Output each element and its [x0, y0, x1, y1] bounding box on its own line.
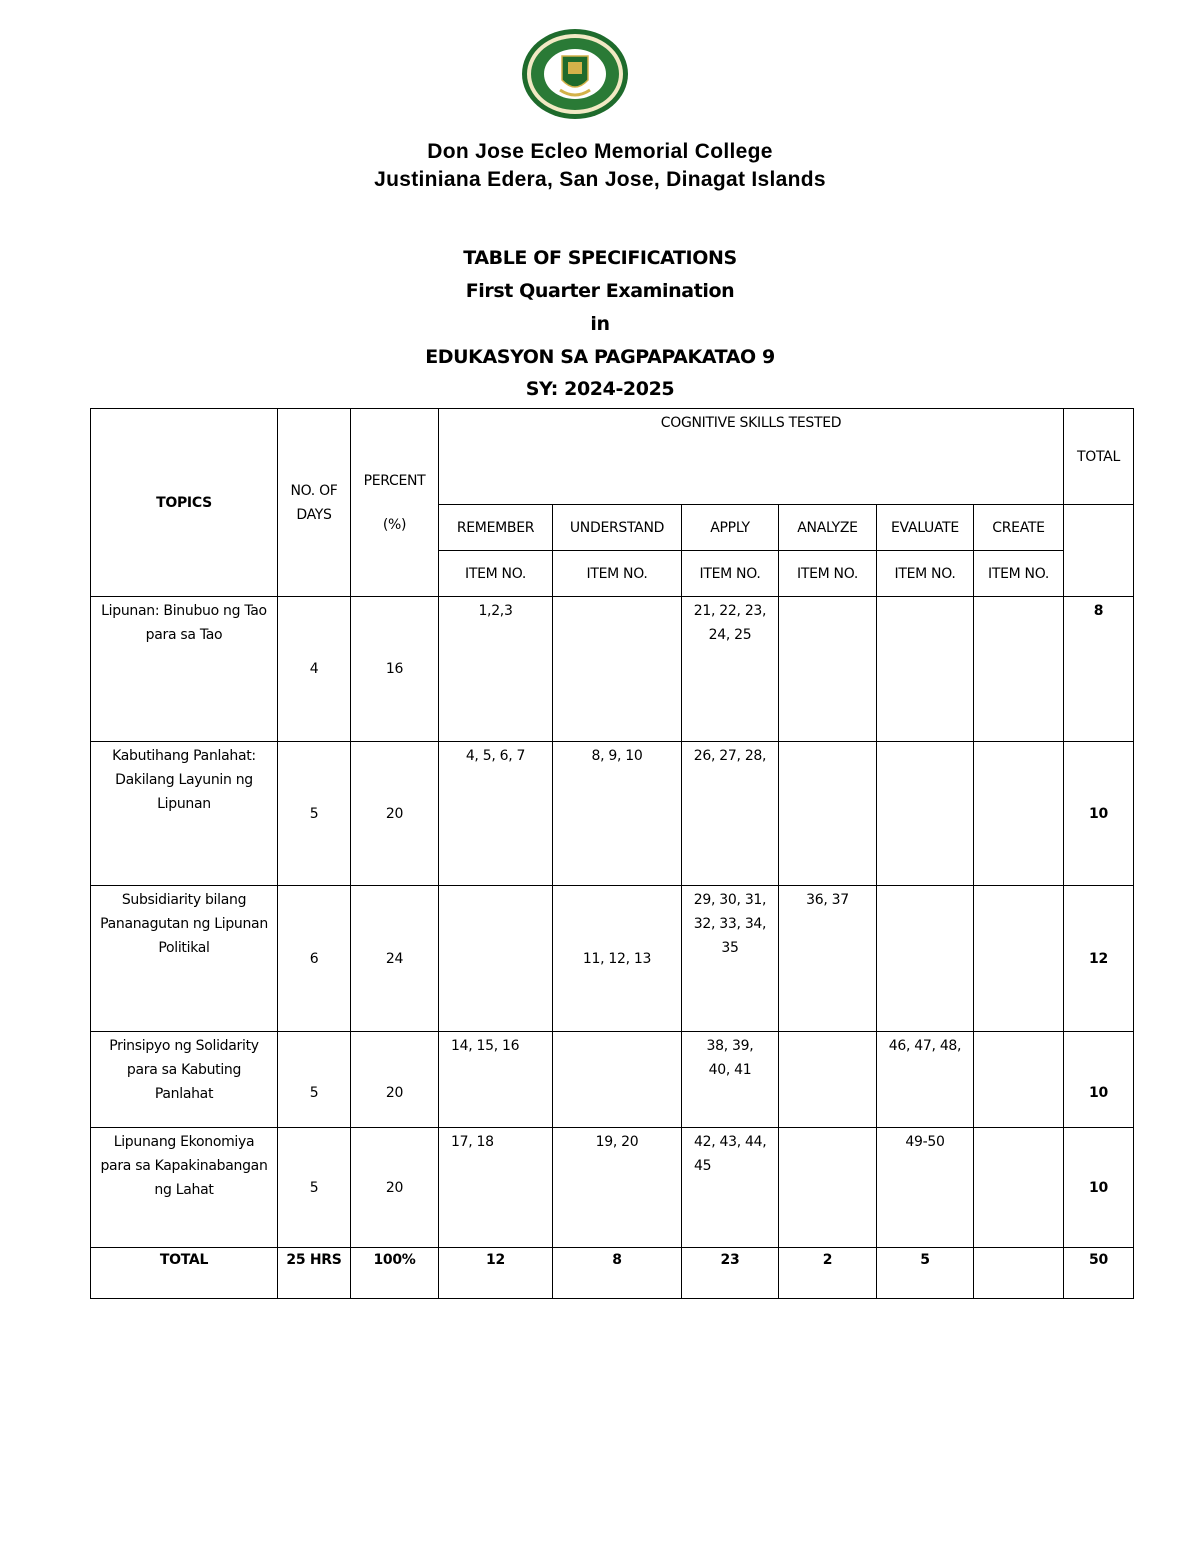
understand-cell [553, 597, 682, 742]
days-cell: 5 [278, 742, 351, 886]
college-seal-logo [520, 28, 630, 120]
total-cell: 10 [1064, 1032, 1134, 1128]
header-analyze: ANALYZE [779, 505, 877, 551]
remember-cell: 1,2,3 [439, 597, 553, 742]
subject-title: EDUKASYON SA PAGPAPAKATAO 9 [425, 346, 775, 368]
create-cell [974, 1032, 1064, 1128]
total-understand: 8 [553, 1248, 682, 1299]
doc-title: TABLE OF SPECIFICATIONS [463, 247, 737, 269]
header-total-blank [1064, 505, 1134, 597]
percent-cell: 20 [351, 742, 439, 886]
analyze-cell [779, 597, 877, 742]
evaluate-cell [877, 597, 974, 742]
total-percent: 100% [351, 1248, 439, 1299]
apply-cell: 42, 43, 44, 45 [682, 1128, 779, 1248]
analyze-cell: 36, 37 [779, 886, 877, 1032]
specifications-table [90, 408, 1134, 1299]
total-row [91, 1248, 1134, 1299]
item-no-apply: ITEM NO. [682, 551, 779, 597]
header-percent: PERCENT (%) [351, 409, 439, 597]
remember-cell: 4, 5, 6, 7 [439, 742, 553, 886]
total-days: 25 HRS [278, 1248, 351, 1299]
header-understand: UNDERSTAND [553, 505, 682, 551]
table-row [91, 742, 1134, 886]
item-no-understand: ITEM NO. [553, 551, 682, 597]
header-create: CREATE [974, 505, 1064, 551]
evaluate-cell: 49-50 [877, 1128, 974, 1248]
apply-cell: 21, 22, 23, 24, 25 [682, 597, 779, 742]
apply-cell: 29, 30, 31, 32, 33, 34, 35 [682, 886, 779, 1032]
header-total: TOTAL [1064, 409, 1134, 505]
apply-cell: 38, 39, 40, 41 [682, 1032, 779, 1128]
analyze-cell [779, 1032, 877, 1128]
understand-cell [553, 1032, 682, 1128]
header-days: NO. OF DAYS [278, 409, 351, 597]
create-cell [974, 886, 1064, 1032]
understand-cell: 8, 9, 10 [553, 742, 682, 886]
total-evaluate: 5 [877, 1248, 974, 1299]
percent-cell: 24 [351, 886, 439, 1032]
understand-cell: 11, 12, 13 [553, 886, 682, 1032]
table-row [91, 1032, 1134, 1128]
topic-cell: Kabutihang Panlahat: Dakilang Layunin ng Lipunan [91, 742, 278, 886]
topic-cell: Prinsipyo ng Solidarity para sa Kabuting Panlahat [91, 1032, 278, 1128]
table-row [91, 597, 1134, 742]
table-row [91, 1128, 1134, 1248]
title-in: in [590, 313, 610, 335]
item-no-analyze: ITEM NO. [779, 551, 877, 597]
item-no-evaluate: ITEM NO. [877, 551, 974, 597]
exam-title: First Quarter Examination [465, 280, 735, 302]
item-no-create: ITEM NO. [974, 551, 1064, 597]
header-apply: APPLY [682, 505, 779, 551]
days-cell: 4 [278, 597, 351, 742]
days-cell: 6 [278, 886, 351, 1032]
remember-cell [439, 886, 553, 1032]
percent-cell: 20 [351, 1128, 439, 1248]
days-cell: 5 [278, 1128, 351, 1248]
days-cell: 5 [278, 1032, 351, 1128]
evaluate-cell: 46, 47, 48, [877, 1032, 974, 1128]
header-evaluate: EVALUATE [877, 505, 974, 551]
percent-cell: 20 [351, 1032, 439, 1128]
analyze-cell [779, 742, 877, 886]
create-cell [974, 1128, 1064, 1248]
total-analyze: 2 [779, 1248, 877, 1299]
topic-cell: Lipunan: Binubuo ng Tao para sa Tao [91, 597, 278, 742]
remember-cell: 17, 18 [439, 1128, 553, 1248]
school-name: Don Jose Ecleo Memorial College [427, 140, 773, 163]
item-no-remember: ITEM NO. [439, 551, 553, 597]
school-address: Justiniana Edera, San Jose, Dinagat Islands [374, 168, 826, 191]
create-cell [974, 597, 1064, 742]
total-apply: 23 [682, 1248, 779, 1299]
header-remember: REMEMBER [439, 505, 553, 551]
total-cell: 12 [1064, 886, 1134, 1032]
evaluate-cell [877, 886, 974, 1032]
topic-cell: Subsidiarity bilang Pananagutan ng Lipunan Politikal [91, 886, 278, 1032]
analyze-cell [779, 1128, 877, 1248]
total-cell: 8 [1064, 597, 1134, 742]
evaluate-cell [877, 742, 974, 886]
table-row [91, 886, 1134, 1032]
remember-cell: 14, 15, 16 [439, 1032, 553, 1128]
total-cell: 10 [1064, 742, 1134, 886]
header-topics: TOPICS [91, 409, 278, 597]
percent-cell: 16 [351, 597, 439, 742]
total-label: TOTAL [91, 1248, 278, 1299]
total-create [974, 1248, 1064, 1299]
understand-cell: 19, 20 [553, 1128, 682, 1248]
grand-total: 50 [1064, 1248, 1134, 1299]
create-cell [974, 742, 1064, 886]
apply-cell: 26, 27, 28, [682, 742, 779, 886]
school-year: SY: 2024-2025 [525, 378, 675, 400]
topic-cell: Lipunang Ekonomiya para sa Kapakinabangan ng Lahat [91, 1128, 278, 1248]
total-cell: 10 [1064, 1128, 1134, 1248]
total-remember: 12 [439, 1248, 553, 1299]
header-cognitive: COGNITIVE SKILLS TESTED [439, 409, 1064, 505]
